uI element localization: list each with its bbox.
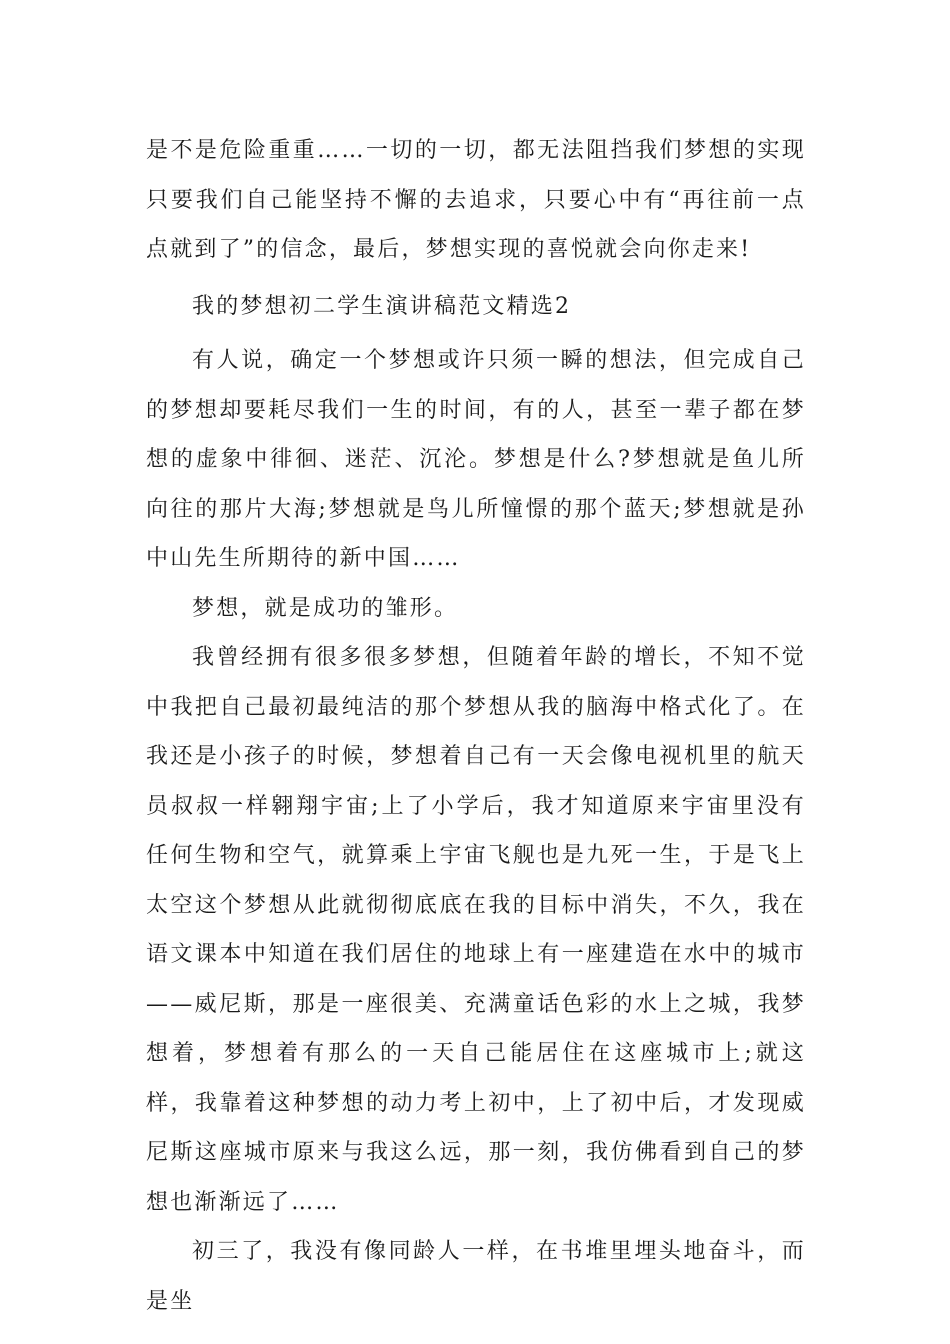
paragraph: 梦想，就是成功的雏形。 [192, 595, 459, 621]
section-heading: 我的梦想初二学生演讲稿范文精选2 [192, 293, 572, 319]
paragraph: 有人说，确定一个梦想或许只须一瞬的想法，但完成自己的梦想却要耗尽我们一生的时间，有的人，甚至一辈子都在梦想的虚象中徘徊、迷茫、沉沦。梦想是什么?梦想就是鱼儿所向往的那片大海;梦想就是鸟儿所憧憬的那个蓝天;梦想就是孙中山先生所期待的新中国…… [146, 348, 806, 571]
paragraph-continuation: 是不是危险重重……一切的一切，都无法阻挡我们梦想的实现只要我们自己能坚持不懈的去追求，只要心中有“再往前一点点就到了”的信念，最后，梦想实现的喜悦就会向你走来! [146, 138, 806, 262]
paragraph: 我曾经拥有很多很多梦想，但随着年龄的增长，不知不觉中我把自己最初最纯洁的那个梦想从我的脑海中格式化了。在我还是小孩子的时候，梦想着自己有一天会像电视机里的航天员叔叔一样翱翔宇宙;上了小学后，我才知道原来宇宙里没有任何生物和空气，就算乘上宇宙飞舰也是九死一生，于是飞上太空这个梦想从此就彻彻底底在我的目标中消失，不久，我在语文课本中知道在我们居住的地球上有一座建造在水中的城市——威尼斯，那是一座很美、充满童话色彩的水上之城，我梦想着，梦想着有那么的一天自己能居住在这座城市上;就这样，我靠着这种梦想的动力考上初中，上了初中后，才发现威尼斯这座城市原来与我这么远，那一刻，我仿佛看到自己的梦想也渐渐远了…… [146, 645, 806, 1215]
document-body [146, 126, 806, 1326]
paragraph: 初三了，我没有像同龄人一样，在书堆里埋头地奋斗，而是坐 [146, 1239, 806, 1314]
